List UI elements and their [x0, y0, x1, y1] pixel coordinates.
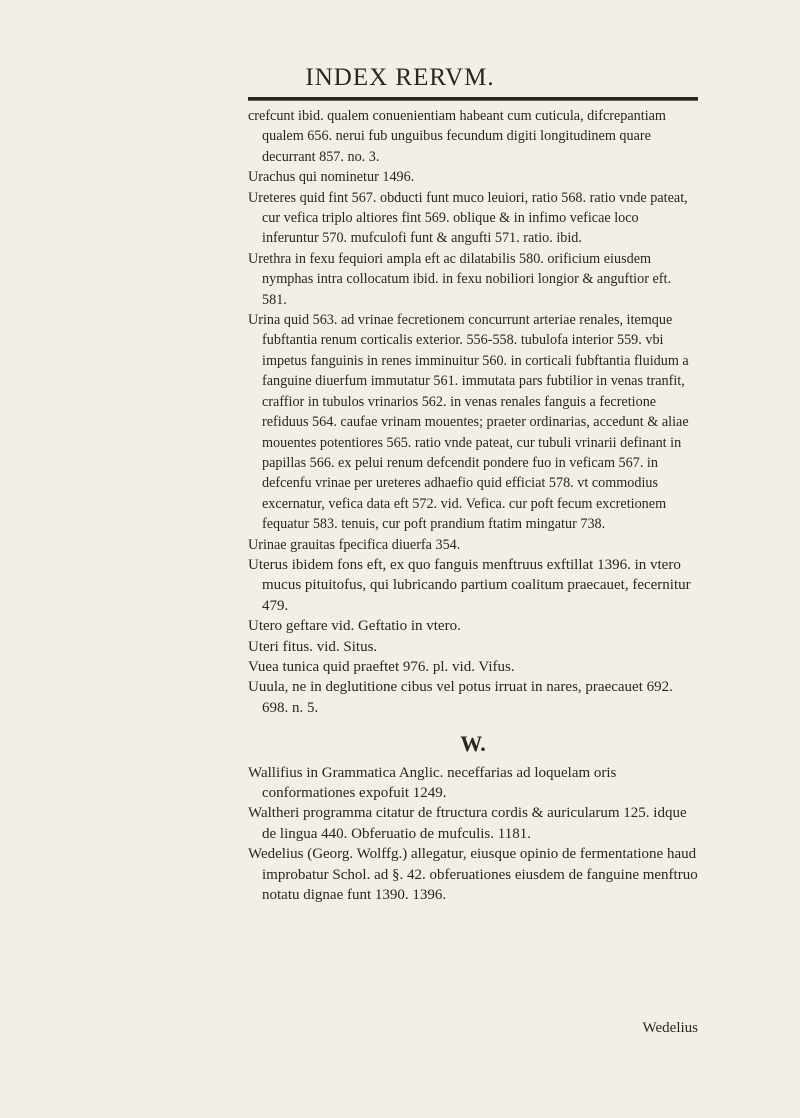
- catchword: Wedelius: [642, 1020, 698, 1036]
- index-entry: Uteri fitus. vid. Situs.: [248, 638, 378, 655]
- index-body: [248, 106, 698, 905]
- index-entry: Waltheri programma citatur de ftructura cordis & auricularum 125. idque de lingua 440. Obferuatio de mufculis. 1181.: [248, 805, 687, 842]
- index-entry: Vuea tunica quid praeftet 976. pl. vid. Vifus.: [248, 658, 515, 675]
- index-entry: Wallifius in Grammatica Anglic. neceffarias ad loquelam oris conformationes expofuit 1249.: [248, 764, 617, 801]
- index-entry: Wedelius (Georg. Wolffg.) allegatur, eiusque opinio de fermentatione haud improbatur Schol. ad §. 42. obferuationes eiusdem de fanguine menftruo notatu dignae funt 1390. 1396.: [248, 846, 698, 904]
- index-entry: Uuula, ne in deglutitione cibus vel potus irruat in nares, praecauet 692. 698. n. 5.: [248, 679, 673, 716]
- index-entry: Urethra in fexu fequiori ampla eft ac dilatabilis 580. orificium eiusdem nymphas intra collocatum ibid. in fexu nobiliori longior & anguftior eft. 581.: [248, 250, 671, 308]
- header-rule: [248, 97, 698, 101]
- index-entry: Ureteres quid fint 567. obducti funt muco leuiori, ratio 568. ratio vnde pateat, cur vefica triplo altiores fint 569. oblique & in infimo veficae loco inferuntur 570. mufculofi funt & angufti 571. ratio. ibid.: [248, 189, 688, 247]
- index-entry: Urinae grauitas fpecifica diuerfa 354.: [248, 536, 461, 553]
- index-entry: crefcunt ibid. qualem conuenientiam habeant cum cuticula, difcrepantiam qualem 656. nerui fub unguibus fecundum digiti longitudinem quare decurrant 857. no. 3.: [248, 108, 666, 165]
- index-entry: Urina quid 563. ad vrinae fecretionem concurrunt arteriae renales, itemque fubftantia renum corticalis exterior. 556-558. tubulofa interior 559. vbi impetus fanguinis in renes imminuitur 560. in corticali fubftantia fluidum a fanguine diuerfum immutatur 561. immutata pars fubtilior in venas tranfit, craffior in tubulos vrinarios 562. in venas renales fanguis a fecretione refiduus 564. caufae vrinam mouentes; praeter ordinarias, accedunt & aliae mouentes potentiores 565. ratio vnde pateat, cur tubuli vrinarii definant in papillas 566. ex pelui renum defcendit pondere fuo in veficam 567. in defcenfu vrinae per ureteres adhaefio quid efficiat 578. vt commodius excernatur, vefica data eft 572. vid. Vefica. cur poft fecum excretionem fequatur 583. tenuis, cur poft prandium ftatim mingatur 738.: [248, 312, 689, 533]
- index-entry: Urachus qui nominetur 1496.: [248, 169, 415, 186]
- section-letter-w: W.: [460, 731, 486, 757]
- index-entry: Utero geftare vid. Geftatio in vtero.: [248, 618, 461, 635]
- index-entry: Uterus ibidem fons eft, ex quo fanguis menftruus exftillat 1396. in vtero mucus pituitofus, qui lubricando partium coalitum praecauet, fecernitur 479.: [248, 556, 691, 614]
- running-header: INDEX RERVM.: [305, 64, 495, 91]
